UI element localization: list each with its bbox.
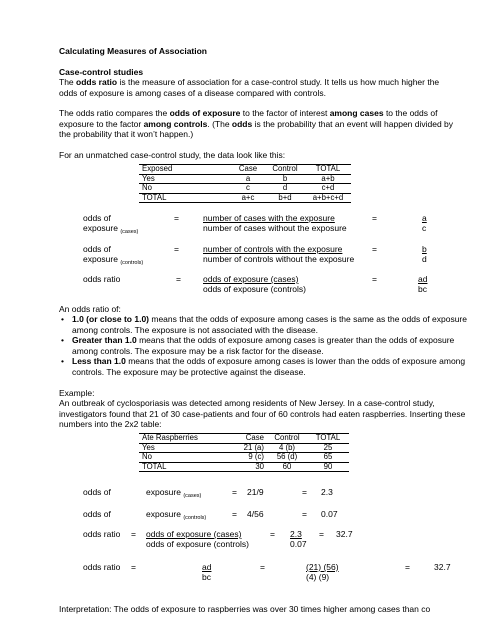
equals-sign: = [302,509,307,519]
interpretation-bullets [59,314,467,377]
header-cell: Control [265,165,305,175]
formula-label: odds ratio [83,274,121,284]
equals-sign: = [232,487,237,497]
table-cell: Yes [139,174,231,184]
calc-result: 2.3 [321,487,333,497]
fraction-numerator: (21) (56) [306,562,339,572]
fraction-denominator: (4) (9) [306,572,330,582]
table-cell: 30 [231,462,267,472]
fraction-denominator: c [422,223,427,233]
table-cell: 65 [307,453,349,463]
table-cell: 60 [267,462,307,472]
fraction-denominator: bc [202,572,211,582]
table-cell: TOTAL [139,193,231,203]
table-row [139,443,349,453]
calc-result: 32.7 [434,562,451,572]
table-cell: d [265,184,305,194]
formula-numerator: odds of exposure (cases) [203,274,299,284]
table-cell: c+d [305,184,351,194]
example-label: Example: [59,388,95,398]
formula-label: exposure $_{(controls)}$ [146,509,207,521]
odds-ratio-intro: An odds ratio of: [59,304,121,314]
table-cell: 90 [307,462,349,472]
section-heading: Case-control studies [59,67,144,77]
formula-label: odds of [83,509,111,519]
equals-sign: = [270,529,275,539]
header-cell: Case [231,434,267,444]
table-cell: No [139,184,231,194]
fraction-denominator: 0.07 [290,539,307,549]
table-row [139,174,351,184]
table-header-row [139,434,349,444]
equals-sign: = [372,274,377,284]
equals-sign: = [174,213,179,223]
table-header-row [139,165,351,175]
formula-label: odds of [83,213,111,223]
table-cell: a+b [305,174,351,184]
table-2x2-raspberries [139,433,349,472]
calc-value: 4/56 [247,509,264,519]
fraction-denominator: d [422,254,427,264]
table-cell: b+d [265,193,305,203]
formula-label: odds of [83,244,111,254]
calc-result: 0.07 [321,509,338,519]
table-2x2-generic [139,164,351,203]
equals-sign: = [131,529,136,539]
compare-paragraph: The odds ratio compares the odds of exposure to the factor of interest among cases to the odds of exposure to the factor among controls. (The odds is the probability that an event will happen divided by the probability that it won’t happen.) [59,108,454,139]
fraction-denominator: bc [418,284,427,294]
bullet-icon: • [61,335,64,345]
bullet-icon: • [61,314,64,324]
equals-sign: = [405,562,410,572]
header-cell: TOTAL [307,434,349,444]
calc-value: 21/9 [247,487,264,497]
header-cell: Exposed [139,165,231,175]
equals-sign: = [176,274,181,284]
equals-sign: = [372,244,377,254]
table-cell: a [231,174,265,184]
table-cell: 25 [307,443,349,453]
formula-numerator: number of cases with the exposure [203,213,335,223]
equals-sign: = [174,244,179,254]
table-cell: 21 (a) [231,443,267,453]
list-item: • Greater than 1.0 means that the odds of exposure among cases is greater than the odds of exposure among controls. The exposure may be a risk factor for the disease. [61,335,455,356]
formula-numerator: odds of exposure (cases) [146,529,242,539]
formula-numerator: number of controls with the exposure [203,244,343,254]
table-cell: b [265,174,305,184]
formula-label: odds ratio [83,529,121,539]
fraction-numerator: ad [418,274,428,284]
formula-denominator: number of cases without the exposure [203,223,347,233]
formula-denominator: odds of exposure (controls) [146,539,249,549]
bullet-icon: • [61,356,64,366]
table-row [139,453,349,463]
interpretation-paragraph: Interpretation: The odds of exposure to raspberries was over 30 times higher among cases than co [59,604,431,614]
formula-label: odds ratio [83,562,121,572]
unmatched-intro: For an unmatched case-control study, the data look like this: [59,150,286,160]
header-cell: Ate Raspberries [139,434,231,444]
table-cell: TOTAL [139,462,231,472]
fraction-numerator: 2.3 [290,529,302,539]
intro-paragraph: The odds ratio is the measure of association for a case-control study. It tells us how much higher the odds of exposure is among cases of a disease compared with controls. [59,77,440,98]
table-row [139,193,351,203]
table-row [139,462,349,472]
fraction-numerator: a [422,213,427,223]
table-cell: c [231,184,265,194]
table-row [139,184,351,194]
table-cell: 9 (c) [231,453,267,463]
calc-result: 32.7 [336,529,353,539]
fraction-numerator: ad [202,562,212,572]
document-title: Calculating Measures of Association [59,46,207,56]
header-cell: Control [267,434,307,444]
equals-sign: = [260,562,265,572]
formula-label: exposure $_{(controls)}$ [83,254,144,266]
table-cell: No [139,453,231,463]
equals-sign: = [131,562,136,572]
table-cell: Yes [139,443,231,453]
fraction-numerator: b [422,244,427,254]
table-cell: 56 (d) [267,453,307,463]
example-paragraph: An outbreak of cyclosporiasis was detected among residents of New Jersey. In a case-control study, investigators found that 21 of 30 case-patients and four of 60 controls had eaten raspberries. Inserting these numbers into the 2x2 table: [59,398,466,429]
equals-sign: = [232,509,237,519]
formula-denominator: number of controls without the exposure [203,254,355,264]
header-cell: Case [231,165,265,175]
table-cell: a+b+c+d [305,193,351,203]
list-item: • 1.0 (or close to 1.0) means that the odds of exposure among cases is the same as the odds of exposure among controls. The exposure is not associated with the disease. [61,314,467,335]
formula-denominator: odds of exposure (controls) [203,284,306,294]
header-cell: TOTAL [305,165,351,175]
equals-sign: = [372,213,377,223]
formula-label: odds of [83,487,111,497]
equals-sign: = [319,529,324,539]
table-cell: 4 (b) [267,443,307,453]
list-item: • Less than 1.0 means that the odds of exposure among cases is lower than the odds of exposure among controls. The exposure may be protective against the disease. [61,356,466,377]
formula-label: exposure $_{(cases)}$ [146,487,202,499]
equals-sign: = [302,487,307,497]
table-cell: a+c [231,193,265,203]
formula-label: exposure $_{(cases)}$ [83,223,139,235]
